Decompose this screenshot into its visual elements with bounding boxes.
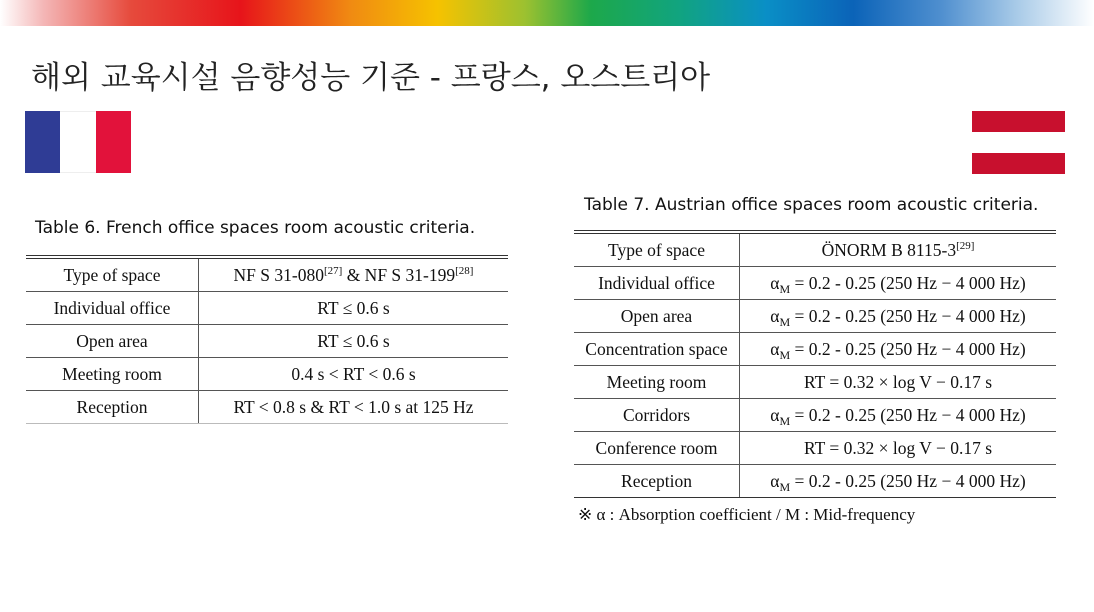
space-type-cell: Reception bbox=[574, 465, 740, 498]
criterion-cell bbox=[740, 267, 1057, 300]
table-row bbox=[574, 399, 1056, 432]
alpha-value: = 0.2 - 0.25 (250 Hz − 4 000 Hz) bbox=[790, 338, 1026, 359]
table-row bbox=[574, 432, 1056, 465]
standard-name: ÖNORM B 8115-3 bbox=[821, 239, 957, 260]
criterion-cell bbox=[740, 465, 1057, 498]
space-type-cell: Reception bbox=[26, 391, 199, 424]
table-row bbox=[26, 358, 508, 391]
alpha-subscript: M bbox=[779, 281, 791, 296]
alpha-subscript: M bbox=[779, 479, 791, 494]
slide-title: 해외 교육시설 음향성능 기준 - 프랑스, 오스트리아 bbox=[31, 60, 711, 96]
criterion-cell: RT ≤ 0.6 s bbox=[199, 325, 509, 358]
reference-number: [28] bbox=[455, 264, 474, 277]
space-type-cell: Meeting room bbox=[574, 366, 740, 399]
alpha-symbol: α bbox=[770, 272, 780, 293]
alpha-value: = 0.2 - 0.25 (250 Hz − 4 000 Hz) bbox=[790, 470, 1026, 491]
standard-name: NF S 31-080 bbox=[233, 264, 324, 285]
header-standard bbox=[740, 232, 1057, 267]
table-row bbox=[574, 366, 1056, 399]
space-type-cell: Open area bbox=[574, 300, 740, 333]
table-row bbox=[574, 267, 1056, 300]
alpha-subscript: M bbox=[779, 314, 791, 329]
france-criteria-table bbox=[26, 255, 508, 424]
criterion-cell: RT ≤ 0.6 s bbox=[199, 292, 509, 325]
space-type-cell: Corridors bbox=[574, 399, 740, 432]
alpha-subscript: M bbox=[779, 347, 791, 362]
austria-flag bbox=[972, 111, 1065, 174]
reference-number: [29] bbox=[956, 239, 975, 252]
france-flag-white-stripe bbox=[60, 111, 95, 173]
space-type-cell: Conference room bbox=[574, 432, 740, 465]
table-header-row bbox=[574, 232, 1056, 267]
table-row bbox=[26, 391, 508, 424]
alpha-symbol: α bbox=[770, 404, 780, 425]
france-flag bbox=[25, 111, 131, 173]
table-row bbox=[574, 300, 1056, 333]
space-type-cell: Meeting room bbox=[26, 358, 199, 391]
alpha-subscript: M bbox=[779, 413, 791, 428]
austria-flag-top-red-stripe bbox=[972, 111, 1065, 132]
france-table-caption: Table 6. French office spaces room acoustic criteria. bbox=[35, 218, 476, 238]
table-header-row bbox=[26, 257, 508, 292]
space-type-cell: Open area bbox=[26, 325, 199, 358]
space-type-cell: Concentration space bbox=[574, 333, 740, 366]
criterion-cell bbox=[740, 300, 1057, 333]
alpha-value: = 0.2 - 0.25 (250 Hz − 4 000 Hz) bbox=[790, 305, 1026, 326]
header-type-of-space: Type of space bbox=[574, 232, 740, 267]
austria-table-caption: Table 7. Austrian office spaces room acoustic criteria. bbox=[584, 195, 1039, 215]
table-row bbox=[26, 292, 508, 325]
alpha-symbol: α bbox=[770, 305, 780, 326]
space-type-cell: Individual office bbox=[574, 267, 740, 300]
header-standard bbox=[199, 257, 509, 292]
table-row bbox=[26, 325, 508, 358]
table-row bbox=[574, 465, 1056, 498]
reference-number: [27] bbox=[323, 264, 343, 277]
france-flag-red-stripe bbox=[96, 111, 131, 173]
table-row bbox=[574, 333, 1056, 366]
criterion-cell: 0.4 s < RT < 0.6 s bbox=[199, 358, 509, 391]
criterion-cell: RT = 0.32 × log V − 0.17 s bbox=[740, 366, 1057, 399]
alpha-symbol: α bbox=[770, 470, 780, 491]
france-flag-blue-stripe bbox=[25, 111, 60, 173]
criterion-cell bbox=[740, 333, 1057, 366]
austria-flag-bottom-red-stripe bbox=[972, 153, 1065, 174]
alpha-symbol: α bbox=[770, 338, 780, 359]
alpha-value: = 0.2 - 0.25 (250 Hz − 4 000 Hz) bbox=[790, 272, 1026, 293]
rainbow-header-bar bbox=[0, 0, 1094, 26]
standard-name: & NF S 31-199 bbox=[342, 264, 456, 285]
space-type-cell: Individual office bbox=[26, 292, 199, 325]
criterion-cell bbox=[740, 399, 1057, 432]
header-type-of-space: Type of space bbox=[26, 257, 199, 292]
austria-table-footnote: ※ α : Absorption coefficient / M : Mid-frequency bbox=[578, 505, 916, 524]
austria-flag-white-stripe bbox=[972, 132, 1065, 153]
criterion-cell: RT < 0.8 s & RT < 1.0 s at 125 Hz bbox=[199, 391, 509, 424]
austria-criteria-table bbox=[574, 230, 1056, 498]
alpha-value: = 0.2 - 0.25 (250 Hz − 4 000 Hz) bbox=[790, 404, 1026, 425]
criterion-cell: RT = 0.32 × log V − 0.17 s bbox=[740, 432, 1057, 465]
